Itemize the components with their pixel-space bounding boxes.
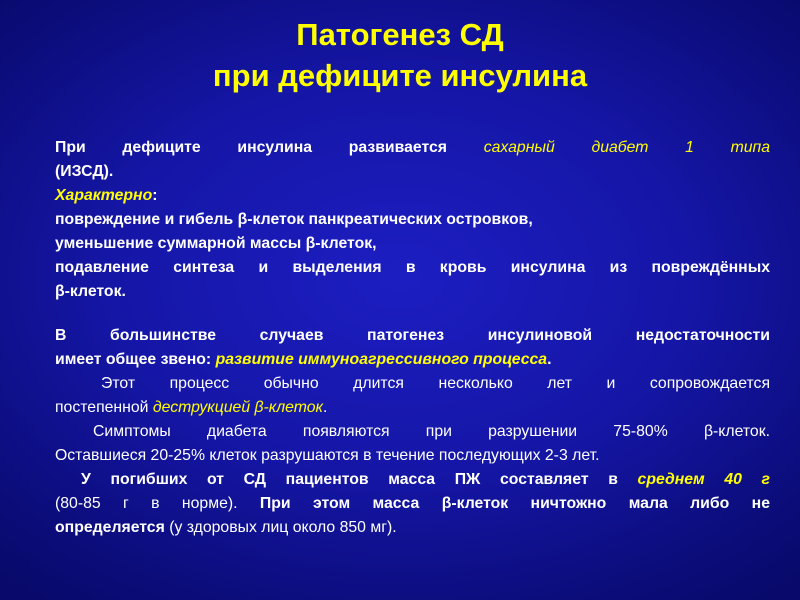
- text-span: (у здоровых лиц около 850 мг).: [164, 519, 397, 536]
- text-span: У погибших от СД пациентов масса ПЖ составляет в: [81, 471, 638, 488]
- text-span: имеет общее звено:: [55, 351, 216, 368]
- characteristic-label: Характерно: [55, 187, 153, 204]
- highlight-mass-40g: среднем 40 г: [637, 471, 770, 488]
- text-line: [55, 516, 770, 540]
- text-line: [55, 396, 770, 420]
- list-item: подавление синтеза и выделения в кровь инсулина из повреждённых: [55, 259, 770, 276]
- text-line: [55, 348, 770, 372]
- list-item: повреждение и гибель β-клеток панкреатических островков,: [55, 211, 533, 228]
- text-span: .: [547, 351, 552, 368]
- highlight-beta-destruction: деструкцией β-клеток: [152, 399, 323, 416]
- text-line: [55, 136, 770, 160]
- highlight-diabetes-type1: сахарный диабет 1 типа: [483, 139, 770, 156]
- title-line-1: Патогенез СД: [296, 17, 504, 52]
- text-line: Этот процесс обычно длится несколько лет и сопровождается: [101, 375, 770, 392]
- paragraph-insulin-deficiency: [55, 136, 770, 304]
- text-span: .: [322, 399, 328, 416]
- text-span: определяется: [55, 519, 165, 536]
- text-span: При дефиците инсулина развивается: [55, 139, 484, 156]
- list-item: β-клеток.: [55, 283, 126, 300]
- list-item: уменьшение суммарной массы β-клеток,: [55, 235, 377, 252]
- text-line: Симптомы диабета появляются при разрушении 75-80% β-клеток.: [93, 423, 770, 440]
- text-line: В большинстве случаев патогенез инсулиновой недостаточности: [55, 327, 770, 344]
- text-span: (80-85 г в норме).: [55, 495, 260, 512]
- text-span: При этом масса β-клеток ничтожно мала либо не: [259, 495, 770, 512]
- title-line-2: при дефиците инсулина: [212, 58, 588, 93]
- text-line: [55, 184, 770, 208]
- slide-title: [0, 14, 800, 96]
- text-line: [55, 468, 770, 492]
- text-span: постепенной: [55, 399, 153, 416]
- text-span: :: [152, 187, 158, 204]
- highlight-immune-process: развитие иммуноагрессивного процесса: [215, 351, 548, 368]
- text-line: (ИЗСД).: [55, 163, 114, 180]
- paragraph-pathogenesis: [55, 324, 770, 540]
- text-line: [55, 492, 770, 516]
- text-line: Оставшиеся 20-25% клеток разрушаются в течение последующих 2-3 лет.: [55, 447, 600, 464]
